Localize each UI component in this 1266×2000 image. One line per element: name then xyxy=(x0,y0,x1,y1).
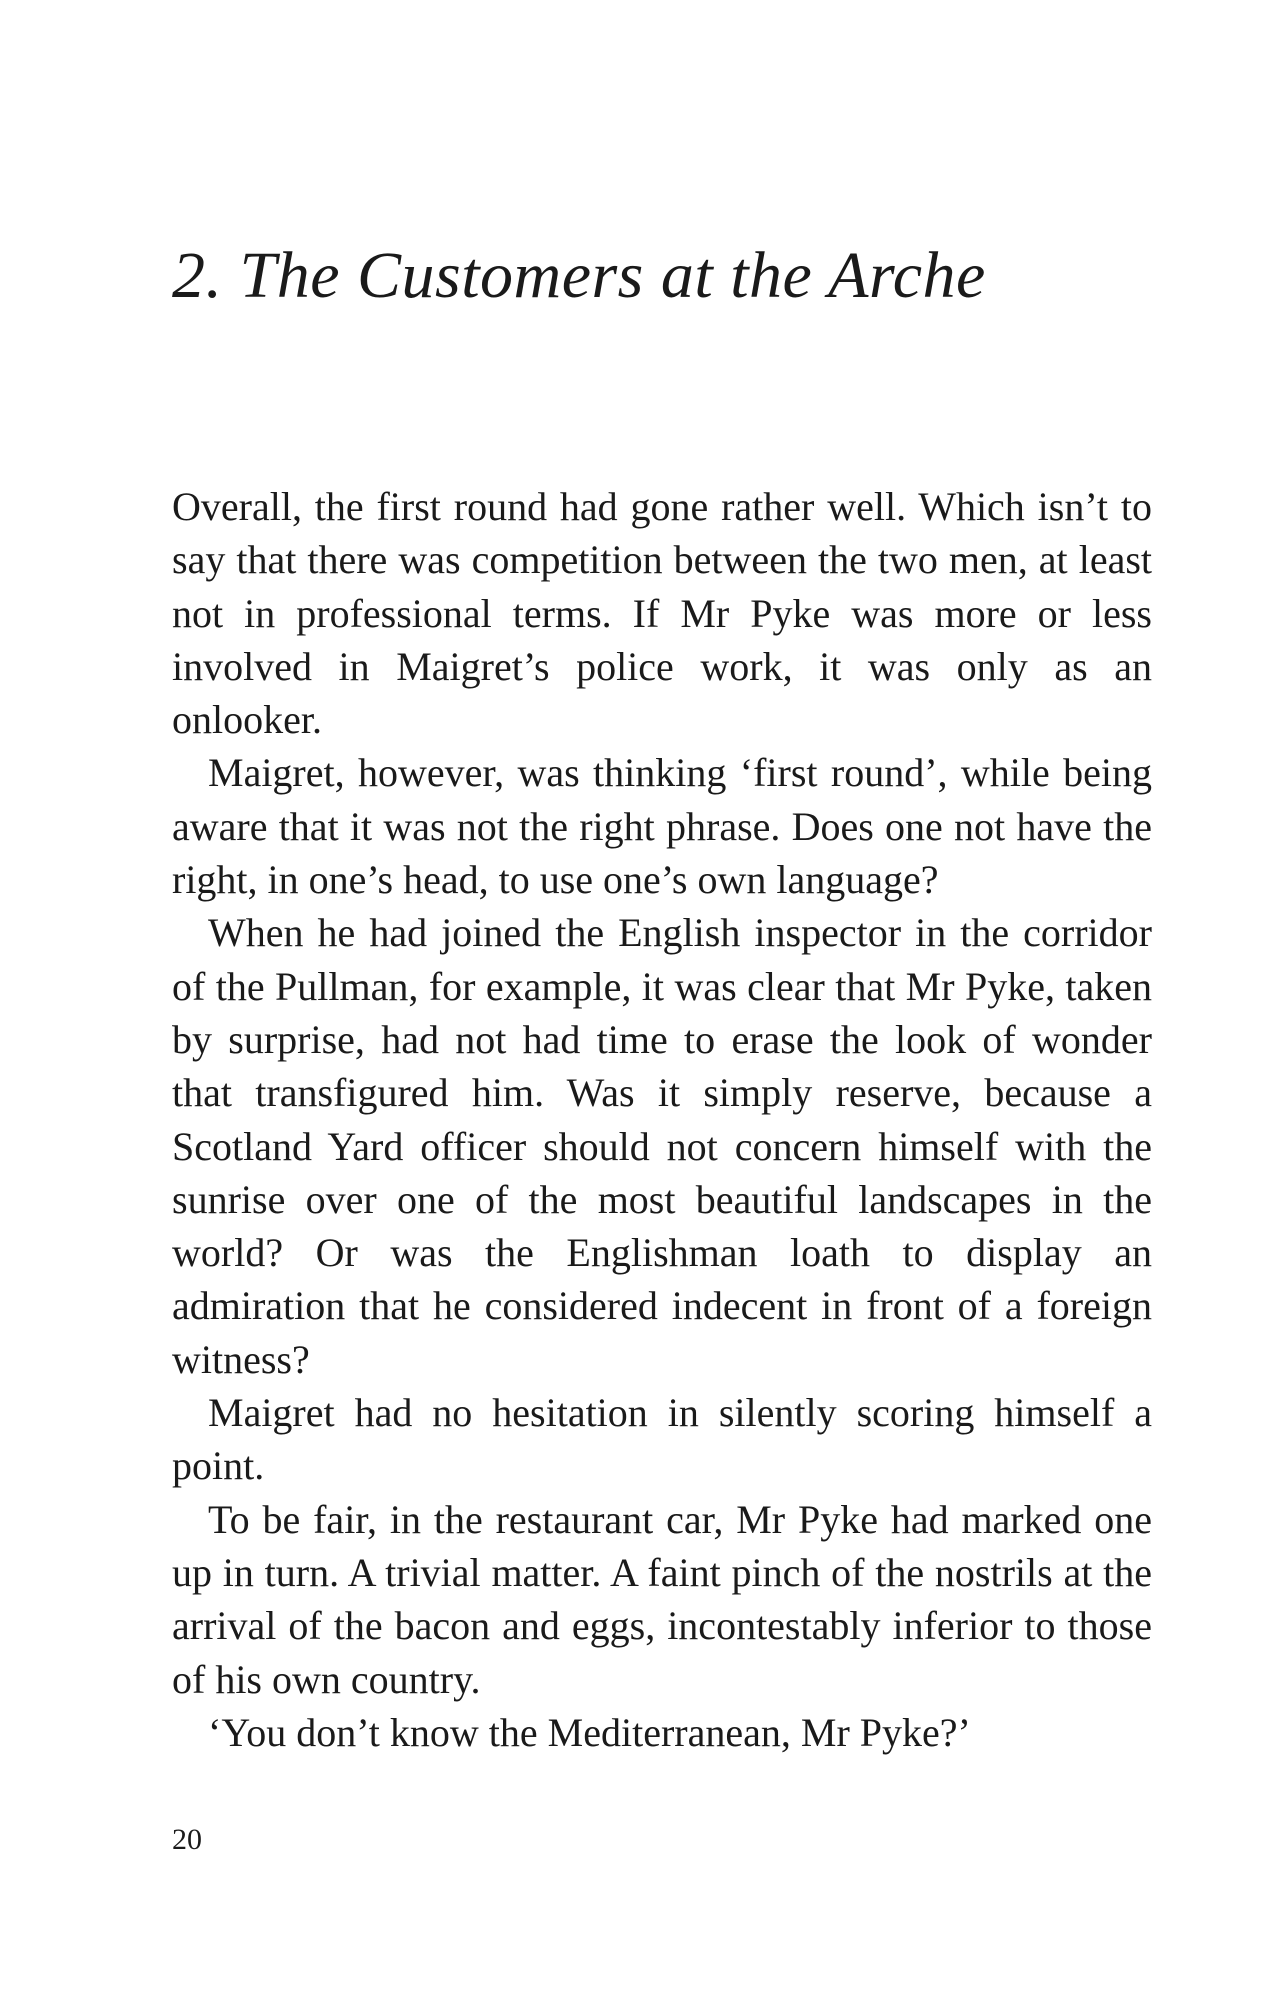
paragraph: Maigret had no hesitation in silently scoring himself a point. xyxy=(172,1390,1152,1489)
chapter-body xyxy=(172,480,1152,1759)
paragraph: ‘You don’t know the Mediterranean, Mr Pyke?’ xyxy=(208,1709,971,1755)
paragraph: To be fair, in the restaurant car, Mr Pyke had marked one up in turn. A trivial matter. A faint pinch of the nostrils at the arrival of the bacon and eggs, incontestably inferior to those of his own country. xyxy=(172,1496,1152,1702)
chapter-title: 2. The Customers at the Arche xyxy=(172,239,986,312)
page-number: 20 xyxy=(172,1823,202,1856)
paragraph: Overall, the first round had gone rather well. Which isn’t to say that there was competition between the two men, at least not in professional terms. If Mr Pyke was more or less involved in Maigret’s police work, it was only as an onlooker. xyxy=(172,484,1152,743)
paragraph: When he had joined the English inspector in the corridor of the Pullman, for example, it was clear that Mr Pyke, taken by surprise, had not had time to erase the look of wonder that transfigured him. Was it simply reserve, because a Scotland Yard officer should not concern himself with the sunrise over one of the most beautiful landscapes in the world? Or was the Englishman loath to display an admiration that he considered indecent in front of a foreign witness? xyxy=(172,910,1152,1382)
paragraph: Maigret, however, was thinking ‘first round’, while being aware that it was not the right phrase. Does one not have the right, in one’s head, to use one’s own language? xyxy=(172,750,1152,903)
